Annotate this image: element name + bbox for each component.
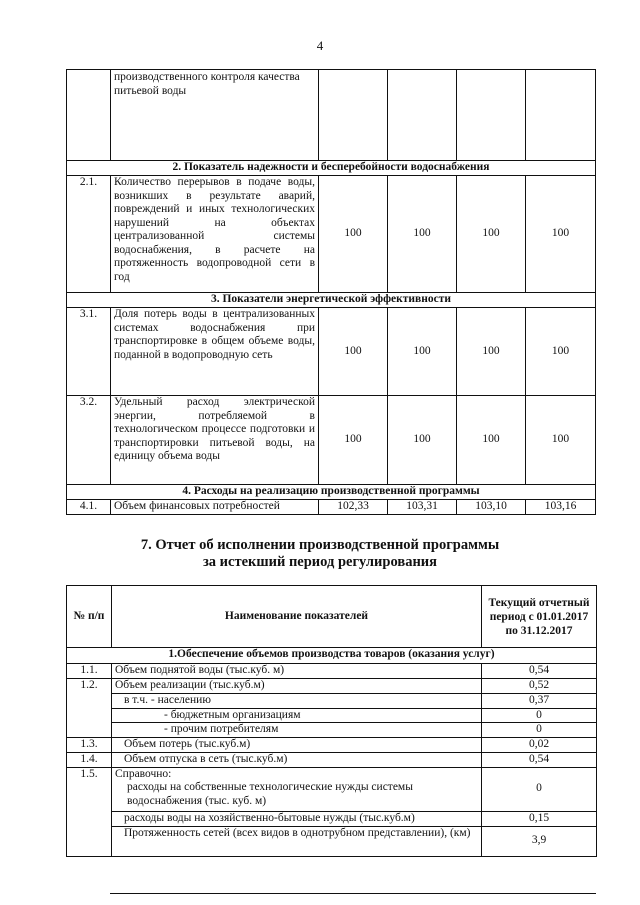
value-cell: 0,15: [482, 811, 597, 826]
section-7-title-line-1: 7. Отчет об исполнении производственной программы: [140, 537, 500, 553]
value-cell: 100: [388, 176, 457, 293]
column-header-number: № п/п: [67, 586, 112, 648]
value-cell: 0,54: [482, 752, 597, 767]
table-row: [67, 308, 596, 396]
row-text: Количество перерывов в подаче воды, возникших в результате аварий, повреждений и иных технологических нарушений на объектах централизованной системы водоснабжения, в расчете на протяженность водопроводной сети в год: [111, 176, 319, 293]
row-text: расходы воды на хозяйственно-бытовые нужды (тыс.куб.м): [112, 811, 482, 826]
value-cell: 100: [319, 176, 388, 293]
section-heading: 4. Расходы на реализацию производственной программы: [67, 485, 596, 500]
table-row: [67, 752, 597, 767]
row-text: Доля потерь воды в централизованных системах водоснабжения при транспортировке в общем объеме воды, поданной в водопроводную сеть: [111, 308, 319, 396]
table-row: [67, 708, 597, 723]
program-report-table: [66, 585, 597, 857]
section-row: [67, 485, 596, 500]
page-number: 4: [316, 38, 324, 53]
table-row: [67, 767, 597, 811]
table-row: [67, 70, 596, 161]
section-heading: 3. Показатели энергетической эффективности: [67, 293, 596, 308]
row-number: 3.1.: [67, 308, 111, 396]
row-text: Протяженность сетей (всех видов в однотрубном представлении), (км): [112, 826, 482, 856]
value-cell: 100: [319, 396, 388, 485]
row-number: 3.2.: [67, 396, 111, 485]
indicators-table: [66, 69, 596, 515]
value-cell: 3,9: [482, 826, 597, 856]
row-text: расходы на собственные технологические нужды системы водоснабжения (тыс. куб. м): [127, 781, 413, 807]
section-7-title-line-2: за истекший период регулирования: [202, 554, 438, 570]
table-row: [67, 694, 597, 709]
value-cell: 100: [388, 396, 457, 485]
reference-cell: [112, 767, 482, 811]
table-row: [67, 826, 597, 856]
row-text: - прочим потребителям: [112, 723, 482, 738]
value-cell: 100: [388, 308, 457, 396]
bottom-divider: [110, 893, 596, 894]
value-cell: 100: [457, 308, 526, 396]
value-cell: 100: [457, 176, 526, 293]
section-row: [67, 161, 596, 176]
value-cell: 0: [482, 767, 597, 811]
row-text: - бюджетным организациям: [112, 708, 482, 723]
value-cell: 103,16: [526, 500, 596, 515]
value-cell: 102,33: [319, 500, 388, 515]
value-cell: 100: [526, 176, 596, 293]
value-cell: 0: [482, 708, 597, 723]
table-row: [67, 396, 596, 485]
row-number: 1.3.: [67, 737, 112, 752]
row-text: Объем поднятой воды (тыс.куб. м): [112, 664, 482, 679]
table-row: [67, 811, 597, 826]
section-heading: 2. Показатель надежности и бесперебойности водоснабжения: [67, 161, 596, 176]
row-text: производственного контроля качества питьевой воды: [111, 70, 319, 161]
row-text: Удельный расход электрической энергии, потребляемой в технологическом процессе подготовки и транспортировки питьевой воды, на единицу объема воды: [111, 396, 319, 485]
table-row: [67, 723, 597, 738]
value-cell: 0,02: [482, 737, 597, 752]
reference-label: Справочно:: [115, 767, 172, 780]
value-cell: 100: [319, 308, 388, 396]
table-row: [67, 679, 597, 694]
row-number: 1.5.: [67, 767, 112, 856]
value-cell: 100: [526, 396, 596, 485]
row-number: 2.1.: [67, 176, 111, 293]
table-row: [67, 176, 596, 293]
section-row: [67, 293, 596, 308]
row-text: Объем финансовых потребностей: [111, 500, 319, 515]
value-cell: 103,31: [388, 500, 457, 515]
value-cell: 0,37: [482, 694, 597, 709]
section-heading: 1.Обеспечение объемов производства товаров (оказания услуг): [67, 648, 597, 664]
row-text: Объем реализации (тыс.куб.м): [112, 679, 482, 694]
table-header-row: [67, 586, 597, 648]
value-cell: 100: [457, 396, 526, 485]
value-cell: 100: [526, 308, 596, 396]
value-cell: 0,54: [482, 664, 597, 679]
row-text: в т.ч. - населению: [112, 694, 482, 709]
row-number: 1.2.: [67, 679, 112, 738]
value-cell: 0: [482, 723, 597, 738]
value-cell: 0,52: [482, 679, 597, 694]
row-text: Объем потерь (тыс.куб.м): [112, 737, 482, 752]
row-number: 4.1.: [67, 500, 111, 515]
section-row: [67, 648, 597, 664]
row-number: 1.1.: [67, 664, 112, 679]
table-row: [67, 664, 597, 679]
column-header-period: Текущий отчетный период с 01.01.2017 по 31.12.2017: [482, 586, 597, 648]
row-text: Объем отпуска в сеть (тыс.куб.м): [112, 752, 482, 767]
row-number: 1.4.: [67, 752, 112, 767]
table-row: [67, 737, 597, 752]
value-cell: 103,10: [457, 500, 526, 515]
column-header-name: Наименование показателей: [112, 586, 482, 648]
table-row: [67, 500, 596, 515]
section-7-title: [0, 537, 640, 571]
